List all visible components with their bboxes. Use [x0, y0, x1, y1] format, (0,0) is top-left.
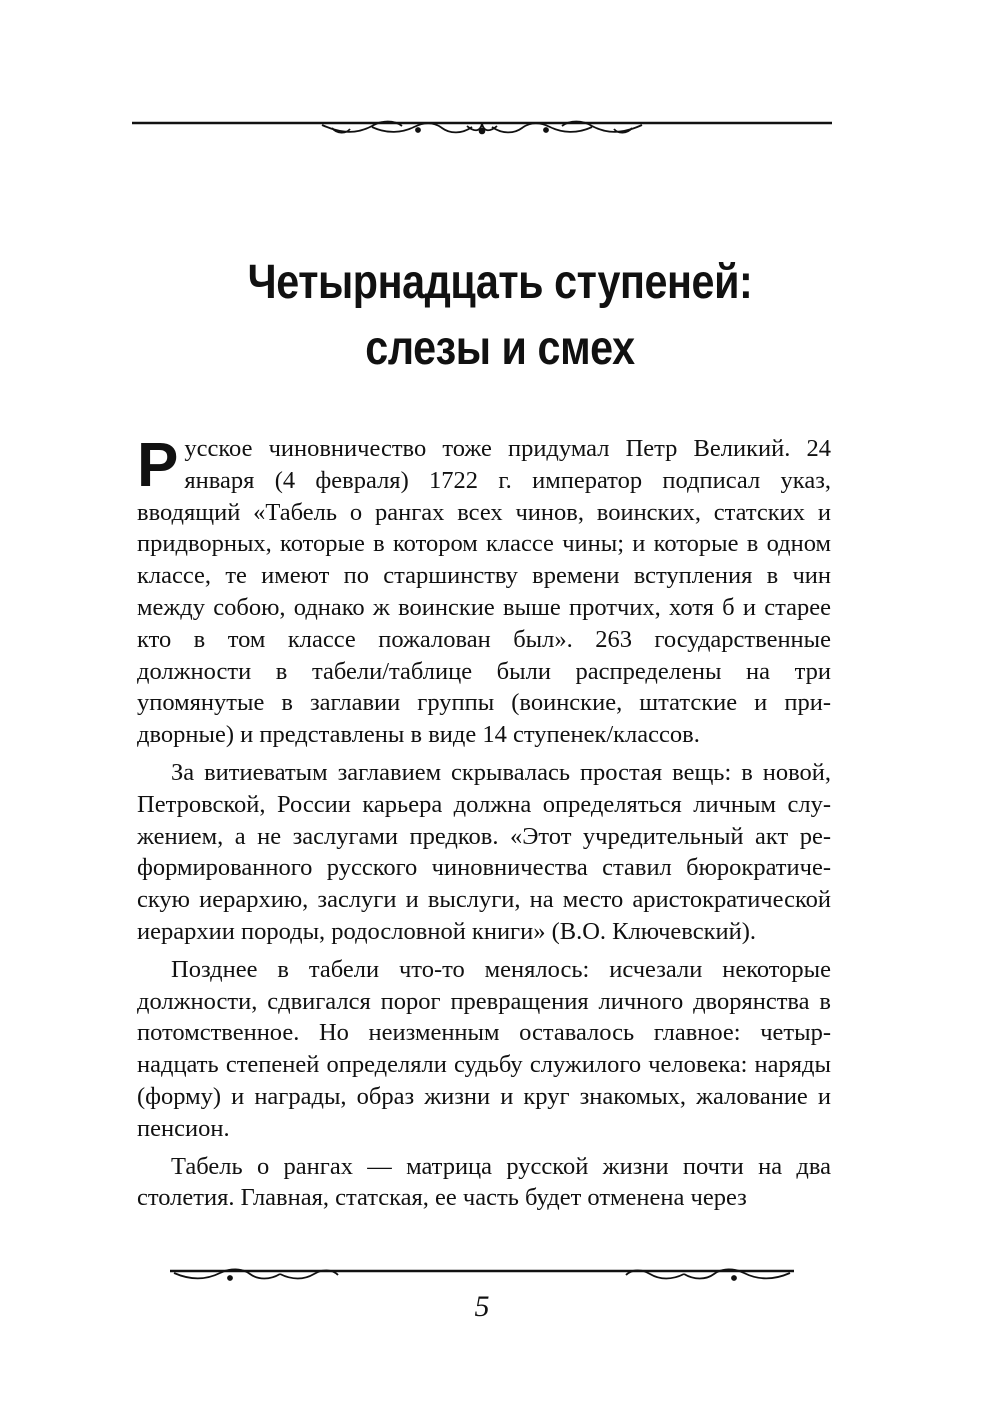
paragraph-1	[137, 433, 831, 751]
page-number: 5	[474, 1290, 490, 1323]
top-ornamental-rule	[132, 110, 832, 140]
chapter-title-line-2: слезы и смех	[365, 322, 635, 375]
bottom-ornamental-rule	[170, 1258, 794, 1288]
chapter-title	[173, 250, 827, 382]
drop-cap: Р	[137, 431, 179, 500]
chapter-body	[137, 433, 831, 1220]
paragraph-4: Табель о рангах — матрица русской жизни почти на два столетия. Главная, статская, ее часть будет отменена через	[137, 1152, 831, 1212]
paragraph-3: Позднее в табели что-то менялось: исчезали некоторые должности, сдвигался порог превращения личного дворянства в потомственное. Но неизменным оставалось главное: четырнадцать степеней определяли судьбу служилого человека: наряды (форму) и награды, образ жизни и круг знакомых, жалование и пенсион.	[137, 955, 831, 1142]
chapter-title-line-1: Четырнадцать ступеней:	[247, 256, 753, 309]
paragraph-1-text: усское чиновничество тоже придумал Петр Великий. 24 января (4 февраля) 1722 г. император подписал указ, вводящий «Табель о рангах всех чинов, воинских, статских и придворных, которые в котором классе чины; и которые в одном классе, те имеют по старшинству времени вступления в чин между собою, однако ж воинские выше протчих, хотя б и старее кто в том классе пожалован был». 263 государственные должности в табели/таблице были распределены на три упомянутые в заглавии группы (воинские, штатские и придворные) и представлены в виде 14 ступенек/классов.	[137, 435, 831, 749]
paragraph-2: За витиеватым заглавием скрывалась простая вещь: в новой, Петровской, России карьера должна определяться личным служением, а не заслугами предков. «Этот учредительный акт реформированного русского чиновничества ставил бюрократическую иерархию, заслуги и выслуги, на место аристократической иерархии породы, родословной книги» (В.О. Ключевский).	[137, 758, 831, 945]
